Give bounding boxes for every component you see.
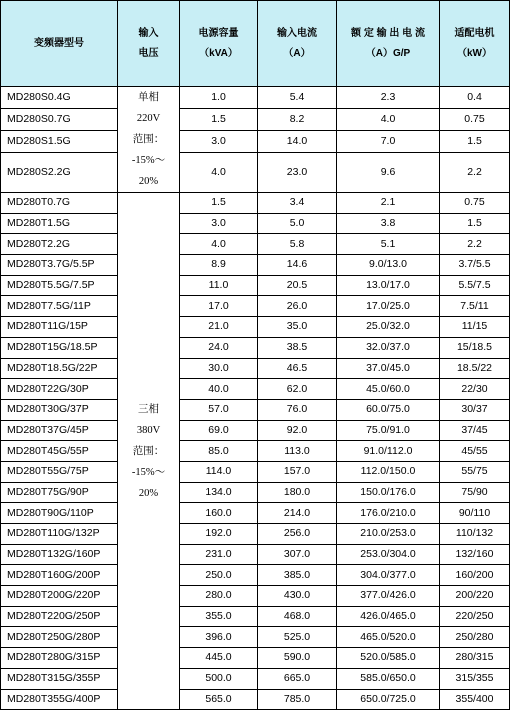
table-row	[1, 358, 510, 379]
cell-motor: 200/220	[440, 586, 510, 607]
cell-motor: 110/132	[440, 524, 510, 545]
header-capacity	[180, 1, 258, 87]
voltage-line: 380V	[136, 424, 161, 436]
cell-output: 150.0/176.0	[337, 482, 440, 503]
cell-model: MD280T160G/200P	[1, 565, 118, 586]
table-row	[1, 399, 510, 420]
cell-output: 520.0/585.0	[337, 648, 440, 669]
cell-output: 304.0/377.0	[337, 565, 440, 586]
cell-model: MD280T2.2G	[1, 234, 118, 255]
cell-input: 525.0	[258, 627, 337, 648]
header-motor-line1: 适配电机	[454, 27, 495, 39]
cell-model: MD280T55G/75P	[1, 461, 118, 482]
cell-model: MD280T250G/280P	[1, 627, 118, 648]
table-row	[1, 482, 510, 503]
cell-output: 650.0/725.0	[337, 689, 440, 710]
cell-output: 210.0/253.0	[337, 524, 440, 545]
cell-output: 91.0/112.0	[337, 441, 440, 462]
cell-motor: 2.2	[440, 234, 510, 255]
header-output-current-line2: （A）G/P	[365, 47, 411, 59]
cell-model: MD280S0.7G	[1, 108, 118, 130]
cell-input: 214.0	[258, 503, 337, 524]
header-motor	[440, 1, 510, 87]
header-input-current-line2: （A）	[283, 47, 311, 59]
cell-motor: 30/37	[440, 399, 510, 420]
cell-capacity: 500.0	[180, 668, 258, 689]
table-row	[1, 586, 510, 607]
cell-input: 180.0	[258, 482, 337, 503]
voltage-line: 范围：	[132, 134, 165, 145]
table-row	[1, 461, 510, 482]
cell-motor: 90/110	[440, 503, 510, 524]
voltage-line: 单相	[138, 92, 159, 103]
cell-capacity: 396.0	[180, 627, 258, 648]
cell-motor: 37/45	[440, 420, 510, 441]
cell-capacity: 57.0	[180, 399, 258, 420]
cell-model: MD280T15G/18.5P	[1, 337, 118, 358]
table-row	[1, 130, 510, 152]
cell-motor: 7.5/11	[440, 296, 510, 317]
cell-input: 307.0	[258, 544, 337, 565]
table-row	[1, 544, 510, 565]
cell-capacity: 192.0	[180, 524, 258, 545]
cell-output: 4.0	[337, 108, 440, 130]
table-row	[1, 213, 510, 234]
cell-model: MD280T7.5G/11P	[1, 296, 118, 317]
cell-capacity: 160.0	[180, 503, 258, 524]
cell-model: MD280T355G/400P	[1, 689, 118, 710]
cell-output: 37.0/45.0	[337, 358, 440, 379]
table-row	[1, 152, 510, 192]
cell-model: MD280T220G/250P	[1, 606, 118, 627]
table-row	[1, 193, 510, 214]
table-row	[1, 648, 510, 669]
cell-model: MD280T110G/132P	[1, 524, 118, 545]
table-row	[1, 606, 510, 627]
cell-output: 9.0/13.0	[337, 255, 440, 276]
voltage-line: 范围：	[132, 445, 165, 457]
cell-output: 13.0/17.0	[337, 275, 440, 296]
cell-capacity: 69.0	[180, 420, 258, 441]
cell-motor: 160/200	[440, 565, 510, 586]
voltage-group-three-phase	[118, 193, 180, 710]
table-row	[1, 317, 510, 338]
cell-model: MD280S2.2G	[1, 152, 118, 192]
cell-input: 14.0	[258, 130, 337, 152]
cell-output: 253.0/304.0	[337, 544, 440, 565]
table-row	[1, 524, 510, 545]
cell-motor: 5.5/7.5	[440, 275, 510, 296]
cell-input: 385.0	[258, 565, 337, 586]
voltage-line: 三相	[138, 403, 159, 415]
voltage-line: -15%～	[131, 466, 166, 478]
cell-model: MD280T315G/355P	[1, 668, 118, 689]
voltage-line: 220V	[136, 113, 161, 124]
cell-motor: 355/400	[440, 689, 510, 710]
cell-output: 75.0/91.0	[337, 420, 440, 441]
cell-input: 785.0	[258, 689, 337, 710]
cell-input: 8.2	[258, 108, 337, 130]
cell-capacity: 355.0	[180, 606, 258, 627]
table-row	[1, 87, 510, 109]
cell-motor: 0.75	[440, 108, 510, 130]
cell-capacity: 114.0	[180, 461, 258, 482]
table-row	[1, 441, 510, 462]
cell-output: 25.0/32.0	[337, 317, 440, 338]
cell-input: 5.0	[258, 213, 337, 234]
cell-input: 14.6	[258, 255, 337, 276]
cell-capacity: 40.0	[180, 379, 258, 400]
header-voltage	[118, 1, 180, 87]
cell-motor: 1.5	[440, 130, 510, 152]
table-row	[1, 108, 510, 130]
cell-model: MD280T75G/90P	[1, 482, 118, 503]
cell-capacity: 1.0	[180, 87, 258, 109]
cell-motor: 45/55	[440, 441, 510, 462]
table-body	[1, 87, 510, 710]
cell-model: MD280T18.5G/22P	[1, 358, 118, 379]
cell-input: 76.0	[258, 399, 337, 420]
cell-motor: 11/15	[440, 317, 510, 338]
cell-output: 585.0/650.0	[337, 668, 440, 689]
cell-model: MD280S0.4G	[1, 87, 118, 109]
header-model: 变频器型号	[1, 1, 118, 87]
cell-model: MD280T132G/160P	[1, 544, 118, 565]
cell-capacity: 565.0	[180, 689, 258, 710]
header-capacity-line2: （kVA）	[199, 47, 238, 59]
cell-input: 62.0	[258, 379, 337, 400]
cell-capacity: 4.0	[180, 234, 258, 255]
cell-input: 157.0	[258, 461, 337, 482]
table-row	[1, 379, 510, 400]
cell-motor: 1.5	[440, 213, 510, 234]
cell-model: MD280T280G/315P	[1, 648, 118, 669]
header-input-current-line1: 输入电流	[277, 27, 317, 39]
cell-input: 430.0	[258, 586, 337, 607]
cell-capacity: 17.0	[180, 296, 258, 317]
cell-input: 46.5	[258, 358, 337, 379]
cell-model: MD280T11G/15P	[1, 317, 118, 338]
cell-output: 2.1	[337, 193, 440, 214]
cell-input: 5.8	[258, 234, 337, 255]
cell-motor: 250/280	[440, 627, 510, 648]
cell-output: 2.3	[337, 87, 440, 109]
cell-capacity: 1.5	[180, 193, 258, 214]
table-row	[1, 234, 510, 255]
table-row	[1, 503, 510, 524]
cell-output: 3.8	[337, 213, 440, 234]
cell-model: MD280T200G/220P	[1, 586, 118, 607]
cell-input: 256.0	[258, 524, 337, 545]
cell-capacity: 21.0	[180, 317, 258, 338]
voltage-group-single-phase	[118, 87, 180, 193]
cell-input: 468.0	[258, 606, 337, 627]
cell-motor: 18.5/22	[440, 358, 510, 379]
cell-motor: 75/90	[440, 482, 510, 503]
cell-output: 7.0	[337, 130, 440, 152]
cell-output: 112.0/150.0	[337, 461, 440, 482]
cell-capacity: 30.0	[180, 358, 258, 379]
cell-input: 5.4	[258, 87, 337, 109]
cell-output: 465.0/520.0	[337, 627, 440, 648]
cell-capacity: 11.0	[180, 275, 258, 296]
cell-motor: 280/315	[440, 648, 510, 669]
table-row	[1, 627, 510, 648]
cell-model: MD280T0.7G	[1, 193, 118, 214]
header-input-current	[258, 1, 337, 87]
table-row	[1, 255, 510, 276]
table-row	[1, 689, 510, 710]
cell-output: 32.0/37.0	[337, 337, 440, 358]
cell-input: 92.0	[258, 420, 337, 441]
cell-output: 60.0/75.0	[337, 399, 440, 420]
cell-capacity: 3.0	[180, 130, 258, 152]
table-row	[1, 420, 510, 441]
cell-input: 665.0	[258, 668, 337, 689]
cell-input: 23.0	[258, 152, 337, 192]
cell-output: 5.1	[337, 234, 440, 255]
cell-input: 35.0	[258, 317, 337, 338]
cell-model: MD280T22G/30P	[1, 379, 118, 400]
cell-input: 3.4	[258, 193, 337, 214]
cell-motor: 0.4	[440, 87, 510, 109]
cell-motor: 315/355	[440, 668, 510, 689]
cell-motor: 132/160	[440, 544, 510, 565]
cell-motor: 220/250	[440, 606, 510, 627]
header-motor-line2: （kW）	[457, 47, 492, 59]
header-voltage-line2: 电压	[138, 47, 159, 59]
cell-output: 426.0/465.0	[337, 606, 440, 627]
cell-input: 113.0	[258, 441, 337, 462]
cell-capacity: 24.0	[180, 337, 258, 358]
header-voltage-line1: 输入	[138, 27, 159, 39]
cell-motor: 3.7/5.5	[440, 255, 510, 276]
header-row	[1, 1, 510, 87]
cell-motor: 0.75	[440, 193, 510, 214]
cell-model: MD280T3.7G/5.5P	[1, 255, 118, 276]
cell-motor: 2.2	[440, 152, 510, 192]
cell-motor: 15/18.5	[440, 337, 510, 358]
cell-output: 17.0/25.0	[337, 296, 440, 317]
cell-input: 20.5	[258, 275, 337, 296]
cell-capacity: 231.0	[180, 544, 258, 565]
cell-capacity: 445.0	[180, 648, 258, 669]
table-row	[1, 565, 510, 586]
cell-model: MD280T30G/37P	[1, 399, 118, 420]
table-row	[1, 296, 510, 317]
cell-capacity: 134.0	[180, 482, 258, 503]
cell-model: MD280T90G/110P	[1, 503, 118, 524]
cell-motor: 55/75	[440, 461, 510, 482]
cell-output: 9.6	[337, 152, 440, 192]
header-output-current	[337, 1, 440, 87]
cell-capacity: 250.0	[180, 565, 258, 586]
cell-output: 377.0/426.0	[337, 586, 440, 607]
cell-capacity: 3.0	[180, 213, 258, 234]
header-capacity-line1: 电源容量	[198, 27, 239, 39]
table-row	[1, 668, 510, 689]
cell-capacity: 4.0	[180, 152, 258, 192]
cell-input: 590.0	[258, 648, 337, 669]
table-row	[1, 337, 510, 358]
voltage-line: 20%	[138, 176, 159, 187]
cell-input: 38.5	[258, 337, 337, 358]
cell-output: 45.0/60.0	[337, 379, 440, 400]
cell-motor: 22/30	[440, 379, 510, 400]
table-row	[1, 275, 510, 296]
cell-capacity: 8.9	[180, 255, 258, 276]
cell-capacity: 1.5	[180, 108, 258, 130]
cell-model: MD280S1.5G	[1, 130, 118, 152]
cell-output: 176.0/210.0	[337, 503, 440, 524]
cell-capacity: 280.0	[180, 586, 258, 607]
voltage-line: 20%	[138, 487, 159, 499]
cell-model: MD280T37G/45P	[1, 420, 118, 441]
voltage-line: -15%～	[131, 155, 166, 166]
header-output-current-line1: 额 定 输 出 电 流	[351, 27, 425, 39]
cell-capacity: 85.0	[180, 441, 258, 462]
cell-input: 26.0	[258, 296, 337, 317]
cell-model: MD280T5.5G/7.5P	[1, 275, 118, 296]
cell-model: MD280T1.5G	[1, 213, 118, 234]
cell-model: MD280T45G/55P	[1, 441, 118, 462]
